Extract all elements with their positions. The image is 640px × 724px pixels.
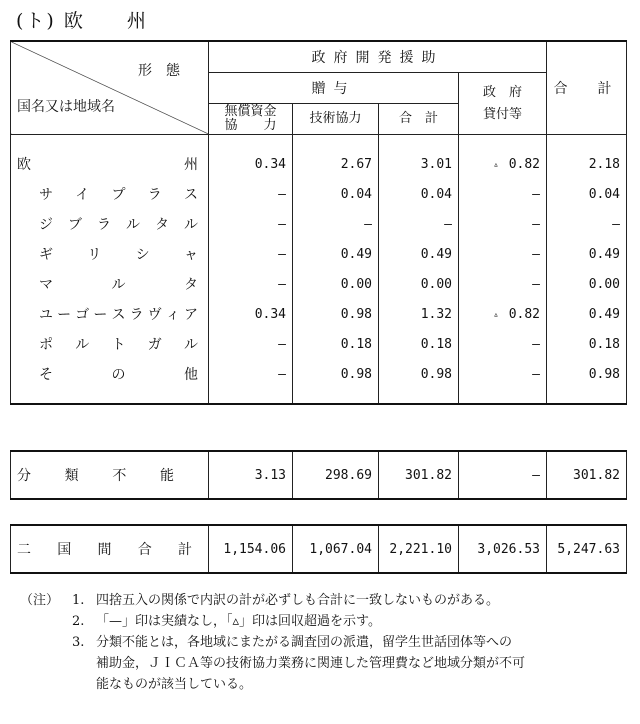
cell-grant-aid	[209, 329, 293, 359]
row-name: マ ル タ	[11, 269, 209, 299]
cell-subtotal: 2,221.10	[379, 525, 459, 573]
cell-loans-value: —	[532, 276, 540, 292]
row-name: 二 国 間 合 計	[11, 525, 209, 573]
header-loans-line1: 政 府	[482, 84, 522, 100]
cell-loans	[459, 239, 547, 269]
cell-loans	[459, 299, 547, 329]
cell-total	[547, 209, 627, 239]
cell-grant-aid: 3.13	[209, 451, 293, 499]
header-loans-line2: 貸付等	[482, 106, 522, 122]
table-row	[11, 525, 627, 573]
cell-total-value: 0.49	[588, 246, 620, 262]
cell-subtotal-value: 1.32	[420, 306, 452, 322]
bilateral-total-table	[10, 524, 627, 574]
cell-grant-aid	[209, 209, 293, 239]
europe-table	[10, 40, 627, 405]
cell-total	[547, 329, 627, 359]
cell-subtotal-value: —	[444, 216, 452, 232]
cell-subtotal-value: 3.01	[420, 156, 452, 172]
cell-total	[547, 239, 627, 269]
table-body	[11, 135, 627, 405]
header-oda: 政府開発援助	[209, 41, 547, 73]
negative-mark: ▵	[493, 159, 499, 170]
note-line	[0, 632, 640, 653]
cell-loans-value: —	[532, 216, 540, 232]
note-text: 「—」印は実績なし，「▵」印は回収超過を示す。	[96, 614, 381, 629]
cell-tech-value: 0.00	[340, 276, 372, 292]
cell-subtotal	[379, 299, 459, 329]
header-diagonal-cell	[11, 41, 209, 135]
notes-section	[0, 590, 640, 695]
header-grant-aid-line1: 無償資金	[224, 104, 277, 119]
cell-tech	[293, 179, 379, 209]
cell-total-value: 0.00	[588, 276, 620, 292]
cell-loans-value: —	[532, 336, 540, 352]
cell-loans	[459, 269, 547, 299]
cell-tech	[293, 239, 379, 269]
note-number: 1.	[72, 593, 85, 608]
cell-total	[547, 269, 627, 299]
cell-total	[547, 359, 627, 389]
table-row	[11, 179, 627, 209]
cell-grant-aid-value: 0.34	[254, 306, 286, 322]
cell-tech	[293, 209, 379, 239]
cell-loans	[459, 179, 547, 209]
header-country-label: 国名又は地域名	[17, 99, 115, 115]
header-grant-aid-line2: 協 力	[224, 118, 277, 133]
cell-tech: 1,067.04	[293, 525, 379, 573]
cell-grant-aid-value: —	[278, 276, 286, 292]
cell-loans	[459, 329, 547, 359]
note-line	[0, 653, 640, 674]
cell-total-value: 0.04	[588, 186, 620, 202]
row-name: 欧 州	[11, 149, 209, 179]
cell-subtotal-value: 0.49	[420, 246, 452, 262]
cell-total	[547, 149, 627, 179]
header-total: 合 計	[547, 41, 627, 135]
row-name: ポ ル ト ガ ル	[11, 329, 209, 359]
row-name: そ の 他	[11, 359, 209, 389]
cell-tech	[293, 149, 379, 179]
cell-loans	[459, 209, 547, 239]
cell-grant-aid-value: —	[278, 186, 286, 202]
cell-total	[547, 179, 627, 209]
row-name: 分 類 不 能	[11, 451, 209, 499]
cell-loans	[459, 359, 547, 389]
note-line	[0, 674, 640, 695]
cell-subtotal-value: 0.18	[420, 336, 452, 352]
row-name: ユ ー ゴ ー ス ラ ヴ ィ ア	[11, 299, 209, 329]
header-grant-aid	[209, 104, 293, 135]
cell-tech-value: 0.98	[340, 306, 372, 322]
cell-tech	[293, 359, 379, 389]
note-line	[0, 611, 640, 632]
cell-grant-aid	[209, 269, 293, 299]
table-row	[11, 299, 627, 329]
cell-subtotal	[379, 329, 459, 359]
row-name: サ イ プ ラ ス	[11, 179, 209, 209]
note-text: 四捨五入の関係で内訳の計が必ずしも合計に一致しないものがある。	[96, 593, 500, 608]
cell-tech-value: 0.04	[340, 186, 372, 202]
cell-grant-aid-value: —	[278, 336, 286, 352]
cell-grant-aid	[209, 149, 293, 179]
row-name: ジ ブ ラ ル タ ル	[11, 209, 209, 239]
unclassified-table	[10, 450, 627, 500]
cell-total	[547, 299, 627, 329]
cell-subtotal: 301.82	[379, 451, 459, 499]
cell-total-value: 0.98	[588, 366, 620, 382]
cell-loans: —	[459, 451, 547, 499]
cell-grant-aid-value: —	[278, 246, 286, 262]
cell-subtotal	[379, 179, 459, 209]
cell-total: 5,247.63	[547, 525, 627, 573]
cell-grant-aid	[209, 179, 293, 209]
cell-tech-value: —	[364, 216, 372, 232]
header-form-label: 形態	[138, 63, 194, 79]
cell-tech-value: 2.67	[340, 156, 372, 172]
cell-loans-value: 0.82	[508, 306, 540, 322]
cell-total-value: 2.18	[588, 156, 620, 172]
header-tech-coop: 技術協力	[293, 104, 379, 135]
cell-tech-value: 0.49	[340, 246, 372, 262]
cell-grant-aid	[209, 299, 293, 329]
cell-tech	[293, 269, 379, 299]
cell-loans-value: —	[532, 366, 540, 382]
table-header	[11, 41, 627, 135]
note-text: 補助金，ＪＩＣＡ等の技術協力業務に関連した管理費など地域分類が不可	[96, 656, 526, 671]
header-grant: 贈与	[209, 73, 459, 104]
cell-loans	[459, 149, 547, 179]
note-number: 2.	[72, 614, 85, 629]
cell-total-value: 0.49	[588, 306, 620, 322]
table-row	[11, 149, 627, 179]
cell-loans-value: —	[532, 246, 540, 262]
row-name: ギ リ シ ャ	[11, 239, 209, 269]
cell-subtotal-value: 0.00	[420, 276, 452, 292]
cell-total: 301.82	[547, 451, 627, 499]
cell-loans-value: 0.82	[508, 156, 540, 172]
cell-loans-value: —	[532, 186, 540, 202]
cell-subtotal-value: 0.04	[420, 186, 452, 202]
table-row	[11, 329, 627, 359]
table-row	[11, 239, 627, 269]
table-row	[11, 359, 627, 389]
table-row	[11, 209, 627, 239]
cell-subtotal	[379, 239, 459, 269]
cell-tech-value: 0.98	[340, 366, 372, 382]
cell-grant-aid	[209, 359, 293, 389]
cell-grant-aid-value: —	[278, 216, 286, 232]
note-line	[0, 590, 640, 611]
cell-grant-aid-value: —	[278, 366, 286, 382]
negative-mark: ▵	[493, 309, 499, 320]
cell-grant-aid-value: 0.34	[254, 156, 286, 172]
table-row	[11, 451, 627, 499]
header-loans	[459, 73, 547, 135]
section-title: (ト) 欧 州	[16, 10, 148, 32]
cell-grant-aid	[209, 239, 293, 269]
notes-label: （注）	[20, 593, 60, 608]
cell-tech	[293, 299, 379, 329]
cell-tech: 298.69	[293, 451, 379, 499]
cell-subtotal	[379, 149, 459, 179]
cell-subtotal	[379, 359, 459, 389]
cell-tech	[293, 329, 379, 359]
cell-total-value: 0.18	[588, 336, 620, 352]
note-text: 能なものが該当している。	[96, 677, 253, 692]
cell-subtotal	[379, 269, 459, 299]
note-number: 3.	[72, 635, 85, 650]
note-text: 分類不能とは，各地域にまたがる調査団の派遣，留学生世話団体等への	[96, 635, 513, 650]
cell-tech-value: 0.18	[340, 336, 372, 352]
cell-subtotal-value: 0.98	[420, 366, 452, 382]
cell-grant-aid: 1,154.06	[209, 525, 293, 573]
cell-subtotal	[379, 209, 459, 239]
table-row	[11, 269, 627, 299]
cell-total-value: —	[612, 216, 620, 232]
cell-loans: 3,026.53	[459, 525, 547, 573]
header-subtotal: 合 計	[379, 104, 459, 135]
